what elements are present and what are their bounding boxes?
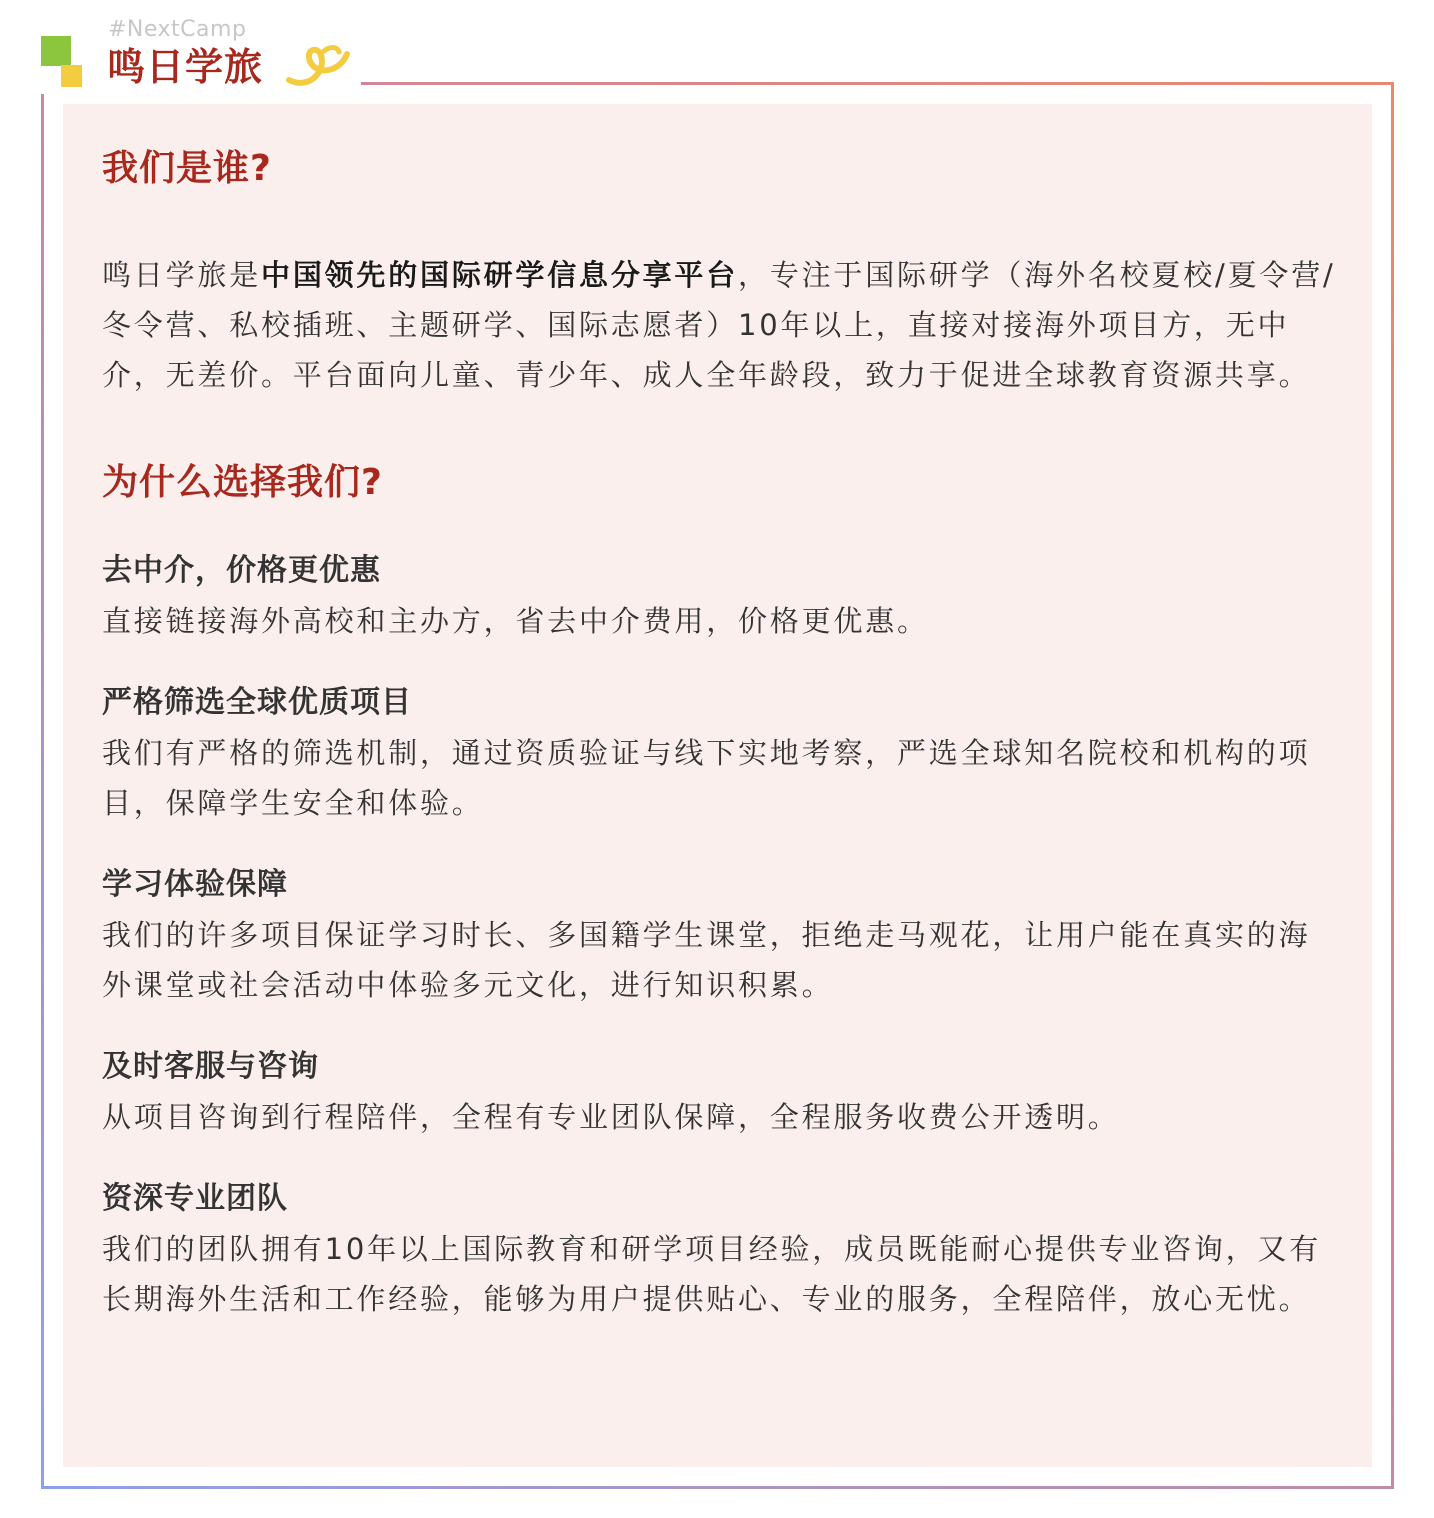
feature-title: 去中介，价格更优惠 xyxy=(102,553,381,588)
feature-item xyxy=(102,860,1342,1010)
why-heading: 为什么选择我们? xyxy=(102,462,383,503)
intro-suffix: ，专注于国际研学（海外名校夏校/夏令营/冬令营、私校插班、主题研学、国际志愿者）10年以上，直接对接海外项目方，无中介，无差价。平台面向儿童、青少年、成人全年龄段，致力于促进全球教育资源共享。 xyxy=(102,258,1336,392)
feature-title: 严格筛选全球优质项目 xyxy=(102,685,412,720)
feature-list xyxy=(102,546,1342,1324)
feature-item xyxy=(102,546,1342,646)
feature-item xyxy=(102,1174,1342,1324)
feature-desc: 我们的团队拥有10年以上国际教育和研学项目经验，成员既能耐心提供专业咨询，又有长期海外生活和工作经验，能够为用户提供贴心、专业的服务，全程陪伴，放心无忧。 xyxy=(102,1232,1322,1316)
brand-hashtag: #NextCamp xyxy=(108,17,247,42)
logo-yellow-square xyxy=(61,65,82,87)
about-heading: 我们是谁? xyxy=(102,148,272,189)
brand-name: 鸣日学旅 xyxy=(107,45,264,89)
intro-highlight: 中国领先的国际研学信息分享平台 xyxy=(261,258,739,292)
feature-desc: 从项目咨询到行程陪伴，全程有专业团队保障，全程服务收费公开透明。 xyxy=(102,1100,1120,1134)
about-paragraph xyxy=(102,250,1342,400)
feature-item xyxy=(102,678,1342,828)
feature-title: 学习体验保障 xyxy=(102,867,288,902)
brand-logo xyxy=(41,14,361,94)
logo-green-square xyxy=(41,36,71,66)
feature-desc: 直接链接海外高校和主办方，省去中介费用，价格更优惠。 xyxy=(102,604,929,638)
feature-title: 及时客服与咨询 xyxy=(102,1049,319,1084)
feature-desc: 我们的许多项目保证学习时长、多国籍学生课堂，拒绝走马观花，让用户能在真实的海外课堂或社会活动中体验多元文化，进行知识积累。 xyxy=(102,918,1311,1002)
swirl-decoration-icon xyxy=(283,40,353,88)
feature-item xyxy=(102,1042,1342,1142)
feature-title: 资深专业团队 xyxy=(102,1181,288,1216)
feature-desc: 我们有严格的筛选机制，通过资质验证与线下实地考察，严选全球知名院校和机构的项目，保障学生安全和体验。 xyxy=(102,736,1311,820)
article-content xyxy=(102,144,1342,1356)
intro-prefix: 鸣日学旅是 xyxy=(102,258,262,292)
